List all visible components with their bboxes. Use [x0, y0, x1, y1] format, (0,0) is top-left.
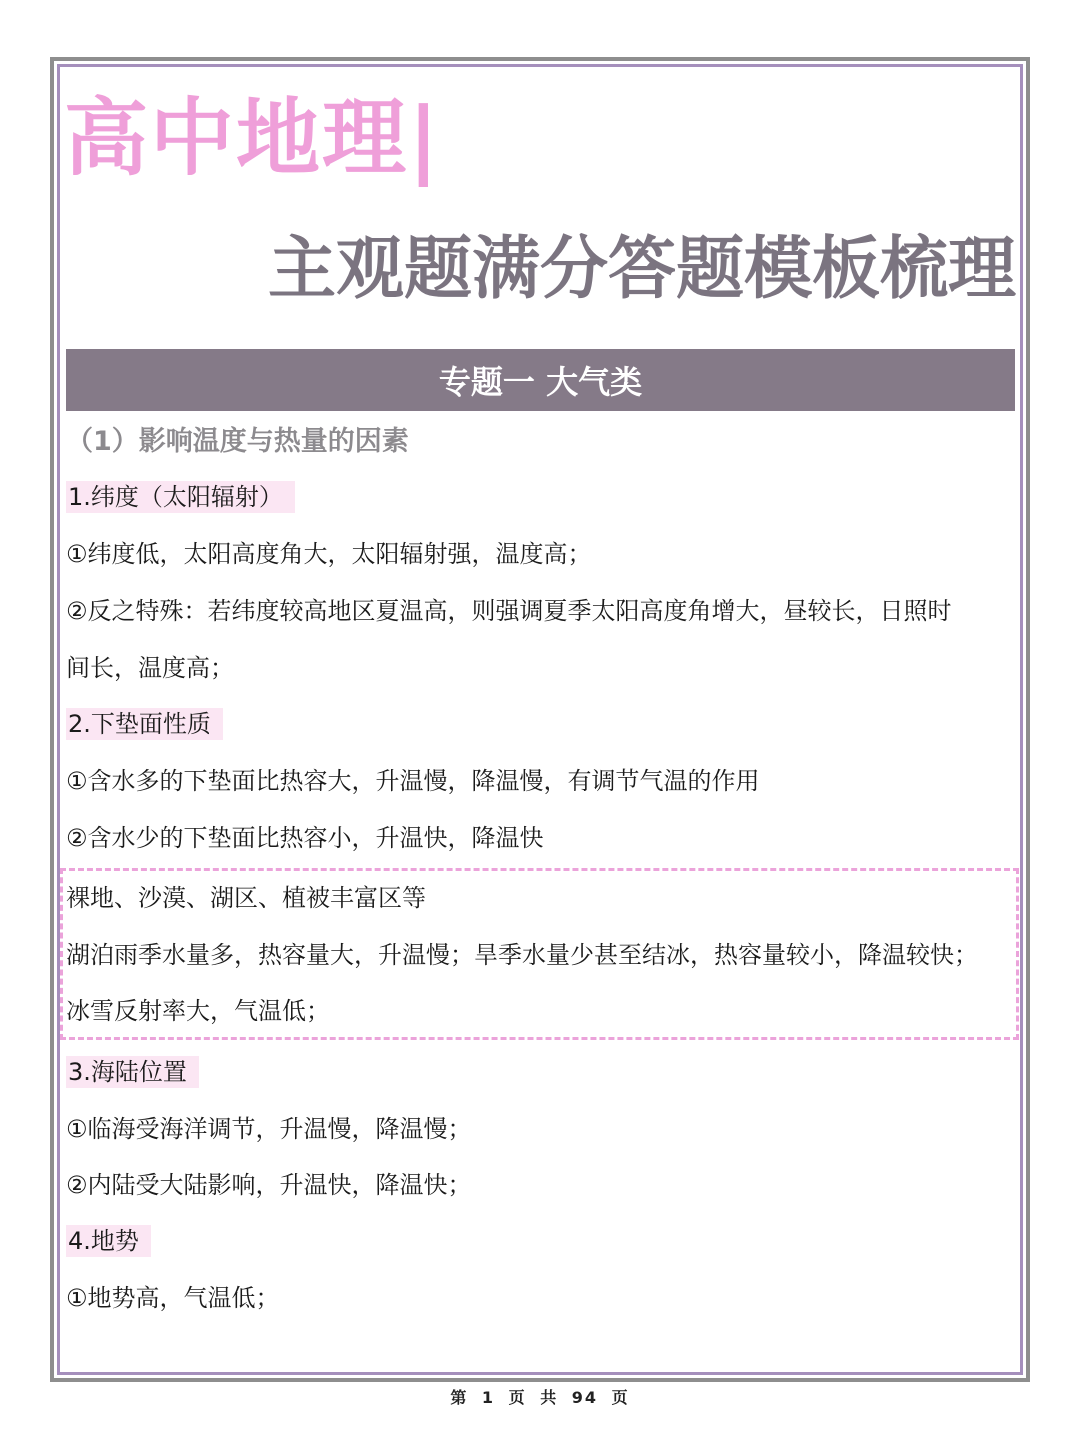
list-item: ②反之特殊：若纬度较高地区夏温高，则强调夏季太阳高度角增大，昼较长，日照时 — [66, 597, 952, 625]
page-subtitle: 主观题满分答题模板梳理 — [267, 230, 1016, 309]
list-item: ①含水多的下垫面比热容大，升温慢，降温慢，有调节气温的作用 — [66, 767, 760, 795]
list-item: ②含水少的下垫面比热容小，升温快，降温快 — [66, 824, 544, 852]
factor-heading-text: 2.下垫面性质 — [66, 708, 223, 740]
page-title: 高中地理| — [64, 89, 441, 187]
note-line: 冰雪反射率大，气温低； — [66, 997, 330, 1025]
list-item: ①地势高，气温低； — [66, 1284, 280, 1312]
page-number: 第 1 页 共 94 页 — [450, 1388, 630, 1407]
factor-heading-text: 1.纬度（太阳辐射） — [66, 481, 295, 513]
factor-heading-land-sea — [66, 1052, 199, 1092]
note-line: 裸地、沙漠、湖区、植被丰富区等 — [66, 884, 426, 912]
list-item: ①临海受海洋调节，升温慢，降温慢； — [66, 1115, 472, 1143]
list-item: ②内陆受大陆影响，升温快，降温快； — [66, 1171, 472, 1199]
note-line: 湖泊雨季水量多，热容量大，升温慢；旱季水量少甚至结冰，热容量较小，降温较快； — [66, 941, 978, 969]
factor-heading-text: 4.地势 — [66, 1225, 151, 1257]
factor-heading-surface — [66, 704, 223, 744]
factor-heading-text: 3.海陆位置 — [66, 1056, 199, 1088]
list-item: ①纬度低，太阳高度角大，太阳辐射强，温度高； — [66, 540, 592, 568]
list-item: 间长，温度高； — [66, 654, 234, 682]
factor-heading-terrain — [66, 1221, 151, 1261]
section-header — [66, 349, 1015, 411]
section-header-label: 专题一 大气类 — [438, 363, 643, 401]
subheading: （1）影响温度与热量的因素 — [66, 426, 409, 457]
factor-heading-latitude — [66, 477, 295, 517]
